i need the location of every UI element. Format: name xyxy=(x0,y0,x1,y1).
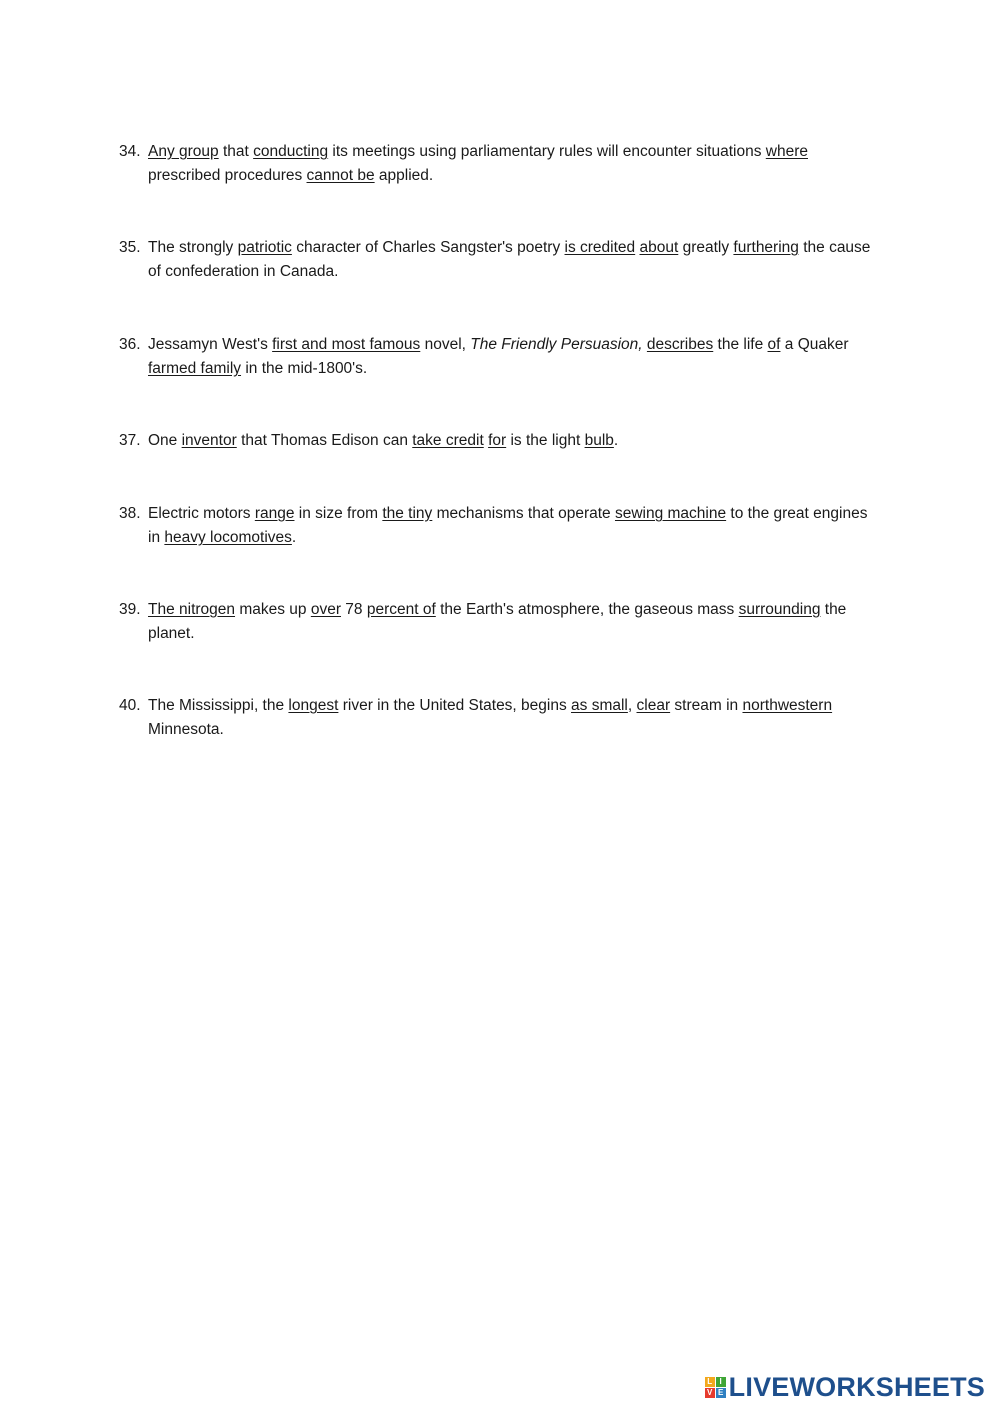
underlined-option: is credited xyxy=(564,239,636,256)
question-text xyxy=(148,333,879,381)
underlined-option: longest xyxy=(288,697,339,714)
question-number: 39. xyxy=(119,601,141,618)
underlined-option: conducting xyxy=(253,143,329,160)
question-text xyxy=(148,598,879,646)
sentence-text: . xyxy=(613,432,619,449)
question-number: 36. xyxy=(119,336,141,353)
question-text xyxy=(148,502,879,550)
sentence-text: The strongly xyxy=(148,239,238,256)
sentence-text: One xyxy=(148,432,182,449)
sentence-text: character of Charles Sangster's poetry xyxy=(291,239,565,256)
sentence-text: is the light xyxy=(506,432,585,449)
question-38 xyxy=(119,502,879,550)
question-number: 38. xyxy=(119,505,141,522)
underlined-option: over xyxy=(310,601,341,618)
logo-mark-letter: I xyxy=(716,1377,726,1387)
sentence-text: novel, xyxy=(420,336,471,353)
underlined-option: sewing machine xyxy=(614,505,727,522)
sentence-text: its meetings using parliamentary rules will encounter situations xyxy=(328,143,766,160)
sentence-text: the cause of confederation in Canada. xyxy=(148,239,871,280)
underlined-option: describes xyxy=(646,336,714,353)
sentence-text: makes up xyxy=(235,601,311,618)
underlined-option: take credit xyxy=(412,432,484,449)
underlined-option: about xyxy=(639,239,679,256)
sentence-text: 78 xyxy=(341,601,367,618)
question-text xyxy=(148,236,879,284)
underlined-option: furthering xyxy=(733,239,799,256)
sentence-text: Jessamyn West's xyxy=(148,336,273,353)
question-text xyxy=(148,429,879,453)
sentence-text: in size from xyxy=(294,505,383,522)
sentence-text: prescribed procedures xyxy=(148,167,307,184)
sentence-text: stream in xyxy=(670,697,743,714)
underlined-option: as small xyxy=(571,697,628,714)
underlined-option: inventor xyxy=(181,432,237,449)
underlined-option: northwestern xyxy=(742,697,833,714)
underlined-option: clear xyxy=(636,697,671,714)
sentence-text: a Quaker xyxy=(780,336,849,353)
question-39 xyxy=(119,598,879,646)
sentence-text: , xyxy=(627,697,637,714)
underlined-option: where xyxy=(765,143,808,160)
underlined-option: for xyxy=(488,432,507,449)
logo-text: LIVEWORKSHEETS xyxy=(728,1371,985,1402)
sentence-text: Electric motors xyxy=(148,505,255,522)
question-text xyxy=(148,140,879,188)
question-36 xyxy=(119,333,879,381)
underlined-option: surrounding xyxy=(738,601,821,618)
sentence-text: in the mid-1800's. xyxy=(241,360,368,377)
sentence-text: the Earth's atmosphere, the gaseous mass xyxy=(435,601,739,618)
sentence-text: . xyxy=(291,529,297,546)
italic-title: The Friendly Persuasion, xyxy=(470,336,643,353)
logo-mark-letter: E xyxy=(716,1388,726,1398)
sentence-text: the life xyxy=(713,336,768,353)
sentence-text: Minnesota. xyxy=(148,721,224,738)
sentence-text: greatly xyxy=(678,239,734,256)
sentence-text: mechanisms that operate xyxy=(432,505,615,522)
underlined-option: heavy locomotives xyxy=(164,529,292,546)
logo-mark-letter: L xyxy=(705,1377,715,1387)
underlined-option: cannot be xyxy=(306,167,375,184)
underlined-option: range xyxy=(254,505,295,522)
sentence-text: The Mississippi, the xyxy=(148,697,289,714)
sentence-text: river in the United States, begins xyxy=(338,697,572,714)
question-number: 37. xyxy=(119,432,141,449)
underlined-option: percent of xyxy=(366,601,436,618)
question-40 xyxy=(119,694,879,742)
logo-mark-letter: V xyxy=(705,1388,715,1398)
question-34 xyxy=(119,140,879,188)
question-number: 40. xyxy=(119,697,141,714)
question-37 xyxy=(119,429,879,453)
sentence-text: to the great engines in xyxy=(148,505,868,546)
underlined-option: The nitrogen xyxy=(148,601,236,618)
underlined-option: Any group xyxy=(148,143,219,160)
underlined-option: the tiny xyxy=(382,505,433,522)
underlined-option: of xyxy=(767,336,781,353)
question-text xyxy=(148,694,879,742)
sentence-text: that xyxy=(218,143,254,160)
sentence-text: the planet. xyxy=(148,601,847,642)
underlined-option: farmed family xyxy=(148,360,242,377)
underlined-option: patriotic xyxy=(237,239,292,256)
liveworksheets-logo-icon xyxy=(705,1377,726,1398)
question-35 xyxy=(119,236,879,284)
underlined-option: bulb xyxy=(584,432,614,449)
liveworksheets-logo xyxy=(705,1372,985,1402)
question-number: 34. xyxy=(119,143,141,160)
sentence-text: applied. xyxy=(374,167,434,184)
sentence-text: that Thomas Edison can xyxy=(236,432,413,449)
question-number: 35. xyxy=(119,239,141,256)
underlined-option: first and most famous xyxy=(272,336,421,353)
